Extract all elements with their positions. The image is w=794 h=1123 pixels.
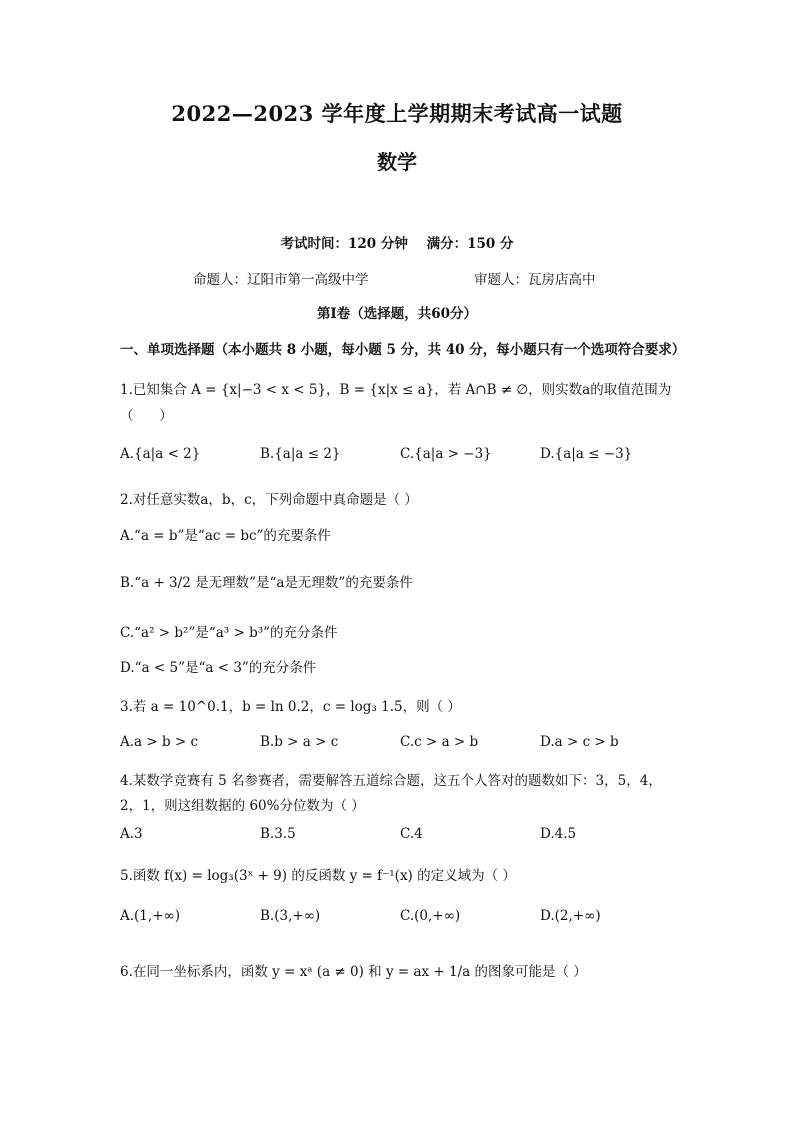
q1-option-a[interactable]: A.{a|a < 2} bbox=[120, 446, 201, 462]
q3-option-a[interactable]: A.a > b > c bbox=[120, 734, 199, 750]
q1-stem-cont: （ ） bbox=[120, 408, 173, 424]
reviewer-line: 审题人：瓦房店高中 bbox=[474, 272, 596, 288]
section-heading: 第Ⅰ卷（选择题，共60分） bbox=[316, 306, 478, 322]
q5-stem: 5.函数 f(x) = log₃(3ˣ + 9) 的反函数 y = f⁻¹(x) 的定义域为（ ） bbox=[120, 868, 516, 884]
q2-option-c[interactable]: C.“a² > b²”是“a³ > b³”的充分条件 bbox=[120, 625, 338, 641]
q4-option-d[interactable]: D.4.5 bbox=[540, 826, 577, 842]
q5-option-a[interactable]: A.(1,+∞) bbox=[120, 908, 181, 924]
exam-title: 2022—2023 学年度上学期期末考试高一试题 bbox=[171, 101, 623, 126]
q2-option-b[interactable]: B.“a + 3/2 是无理数”是“a是无理数”的充要条件 bbox=[120, 575, 413, 591]
q3-option-c[interactable]: C.c > a > b bbox=[400, 734, 479, 750]
q1-stem: 1.已知集合 A = {x|−3 < x < 5}，B = {x|x ≤ a}，若 A∩B ≠ ∅，则实数a的取值范围为 bbox=[120, 382, 672, 398]
q6-stem: 6.在同一坐标系内，函数 y = xᵃ (a ≠ 0) 和 y = ax + 1/a 的图象可能是（ ） bbox=[120, 964, 587, 980]
q4-stem-cont: 2，1，则这组数据的 60%分位数为（ ） bbox=[120, 798, 365, 814]
q5-option-d[interactable]: D.(2,+∞) bbox=[540, 908, 601, 924]
author-line: 命题人：辽阳市第一高级中学 bbox=[193, 272, 369, 288]
q4-option-b[interactable]: B.3.5 bbox=[260, 826, 296, 842]
q3-option-d[interactable]: D.a > c > b bbox=[540, 734, 619, 750]
q3-option-b[interactable]: B.b > a > c bbox=[260, 734, 339, 750]
exam-info: 考试时间：120 分钟 满分：150 分 bbox=[280, 236, 514, 252]
q1-option-b[interactable]: B.{a|a ≤ 2} bbox=[260, 446, 341, 462]
q1-option-c[interactable]: C.{a|a > −3} bbox=[400, 446, 492, 462]
q3-stem: 3.若 a = 10^0.1，b = ln 0.2，c = log₃ 1.5，则（ ） bbox=[120, 699, 461, 715]
q5-option-c[interactable]: C.(0,+∞) bbox=[400, 908, 461, 924]
q5-option-b[interactable]: B.(3,+∞) bbox=[260, 908, 321, 924]
q4-option-c[interactable]: C.4 bbox=[400, 826, 423, 842]
q2-option-d[interactable]: D.“a < 5”是“a < 3”的充分条件 bbox=[120, 660, 317, 676]
part1-heading: 一、单项选择题（本小题共 8 小题，每小题 5 分，共 40 分，每小题只有一个选项符合要求） bbox=[120, 342, 686, 358]
q4-option-a[interactable]: A.3 bbox=[120, 826, 143, 842]
q2-option-a[interactable]: A.“a = b”是“ac = bc”的充要条件 bbox=[120, 528, 331, 544]
q1-option-d[interactable]: D.{a|a ≤ −3} bbox=[540, 446, 633, 462]
q2-stem: 2.对任意实数a，b，c，下列命题中真命题是（ ） bbox=[120, 492, 418, 508]
q4-stem: 4.某数学竞赛有 5 名参赛者，需要解答五道综合题，这五个人答对的题数如下：3，5，4， bbox=[120, 773, 662, 789]
subject-title: 数学 bbox=[377, 150, 417, 174]
